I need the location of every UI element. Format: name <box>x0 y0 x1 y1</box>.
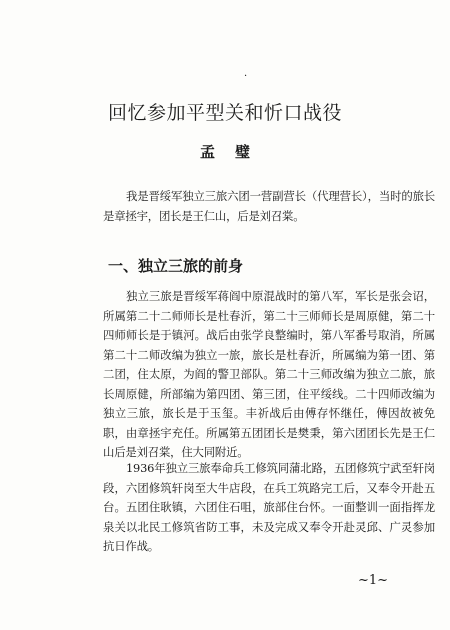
author-name: 孟璧 <box>199 143 270 161</box>
page-number: ~1~ <box>358 573 389 588</box>
decorative-dot: · <box>244 71 248 82</box>
section-heading: 一、独立三旅的前身 <box>108 257 244 275</box>
intro-paragraph: 我是晋绥军独立三旅六团一营副营长（代理营长），当时的旅长是章拯宇，团长是王仁山，后是刘召棠。 <box>103 189 435 223</box>
body-paragraph: 1936年独立三旅奉命兵工修筑同蒲北路，五团修筑宁武至轩岗段，六团修筑轩岗至大牛店段，在兵工筑路完工后，又奉令开赴五台。五团住耿镇，六团住石咀，旅部住台怀。一面整训一面指挥龙泉关以北民工修筑省防工事，未及完成又奉令开赴灵邱、广灵参加抗日作战。 <box>103 461 435 553</box>
body-paragraph: 独立三旅是晋绥军蒋阎中原混战时的第八军，军长是张会诏，所属第二十二师师长是杜春沂，第二十三师师长是周原健，第二十四师师长是于镇河。战后由张学良整编时，第八军番号取消，所属第二十二师改编为独立一旅，旅长是杜春沂，所属编为第一团、第二团，住太原，为阎的警卫部队。第二十三师改编为独立二旅，旅长周原健，所部编为第四团、第三团，住平绥线。二十四师改编为独立三旅，旅长是于玉玺。丰祈战后由傅存怀继任，傅因故被免职，由章拯宇充任。所属第五团团长是樊秉，第六团团长先是王仁山后是刘召棠，住大同附近。 <box>103 289 435 459</box>
page-title: 回忆参加平型关和忻口战役 <box>107 102 342 124</box>
